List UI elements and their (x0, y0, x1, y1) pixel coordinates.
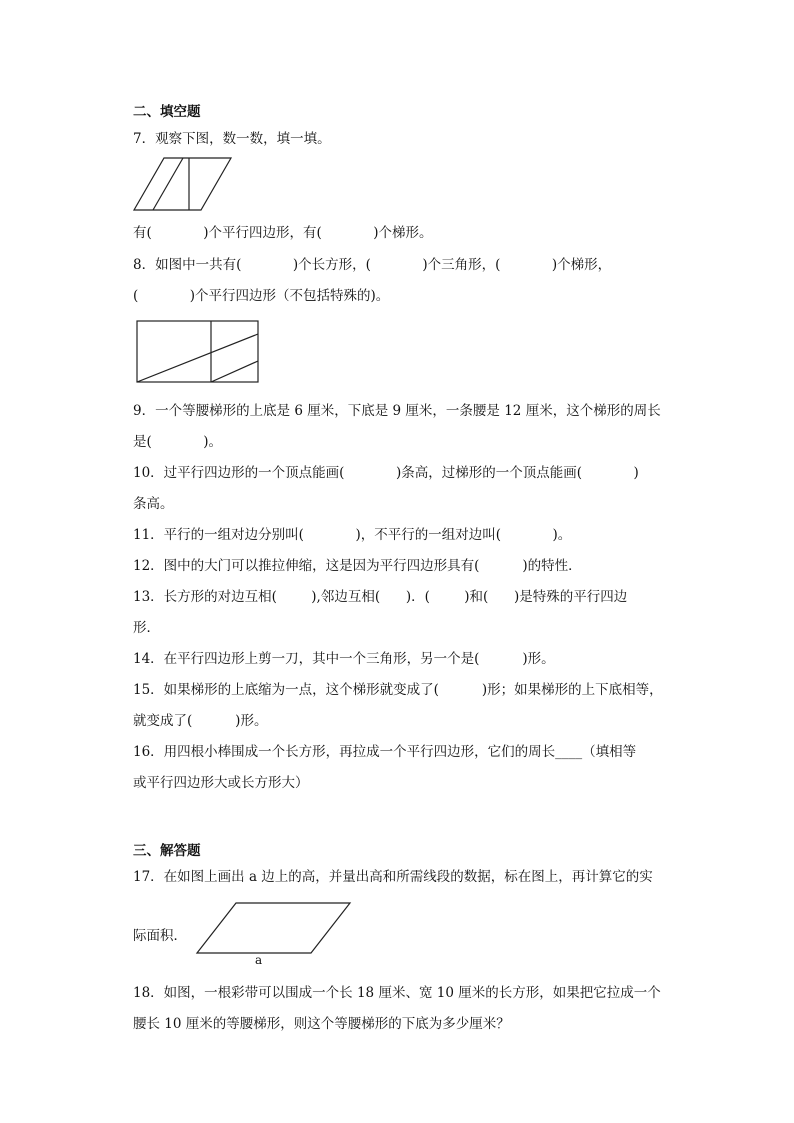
q9-text-line1: 9．一个等腰梯形的上底是 6 厘米，下底是 9 厘米，一条腰是 12 厘米，这个梯形的周长 (133, 403, 661, 419)
q8-text-line1: 8．如图中一共有( )个长方形，( )个三角形，( )个梯形， (133, 257, 612, 273)
q15-text-line2: 就变成了( )形。 (133, 713, 268, 729)
q18-text-line1: 18．如图，一根彩带可以围成一个长 18 厘米、宽 10 厘米的长方形，如果把它拉成一个 (133, 985, 661, 1001)
q16-text-line1: 16．用四根小棒围成一个长方形，再拉成一个平行四边形，它们的周长____（填相等 (133, 744, 637, 760)
q7-figure (133, 156, 233, 212)
section2-heading: 二、填空题 (133, 104, 201, 120)
q16-text-line2: 或平行四边形大或长方形大） (133, 775, 309, 791)
q13-text-line1: 13．长方形的对边互相( ),邻边互相( )．( )和( )是特殊的平行四边 (133, 589, 628, 605)
section3-heading: 三、解答题 (133, 843, 201, 859)
q17-text-line2: 际面积． (133, 928, 187, 944)
q8-text-line2: ( )个平行四边形（不包括特殊的)。 (133, 288, 390, 304)
q11-text: 11．平行的一组对边分别叫( )，不平行的一组对边叫( )。 (133, 527, 572, 543)
q8-figure (136, 320, 260, 384)
q7-answer-line: 有( )个平行四边形，有( )个梯形。 (133, 225, 433, 241)
q13-text-line2: 形． (133, 620, 160, 636)
q9-text-line2: 是( )。 (133, 434, 223, 450)
q14-text: 14．在平行四边形上剪一刀，其中一个三角形，另一个是( )形。 (133, 651, 555, 667)
q17-text-line1: 17．在如图上画出 a 边上的高，并量出高和所需线段的数据，标在图上，再计算它的实 (133, 869, 653, 885)
q10-text-line2: 条高。 (133, 496, 174, 512)
q17-parallelogram (196, 902, 352, 954)
q15-text-line1: 15．如果梯形的上底缩为一点，这个梯形就变成了( )形；如果梯形的上下底相等， (133, 682, 663, 698)
q12-text: 12．图中的大门可以推拉伸缩，这是因为平行四边形具有( )的特性． (133, 558, 582, 574)
q18-text-line2: 腰长 10 厘米的等腰梯形，则这个等腰梯形的下底为多少厘米？ (133, 1016, 510, 1032)
q7-text: 7．观察下图，数一数，填一填。 (133, 131, 331, 147)
q17-side-label: a (255, 953, 263, 967)
q10-text-line1: 10．过平行四边形的一个顶点能画( )条高，过梯形的一个顶点能画( ) (133, 465, 639, 481)
